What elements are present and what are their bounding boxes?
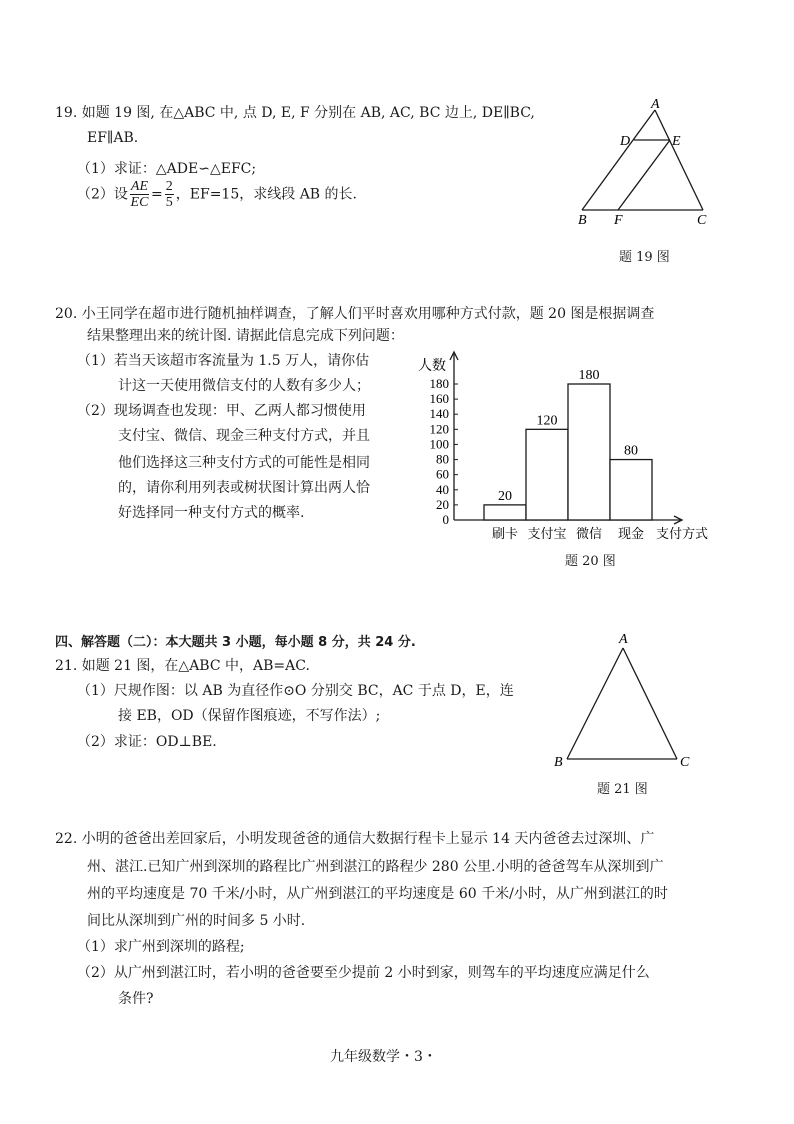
q19-part2-prefix: （2）设: [77, 186, 128, 203]
bar-4: [610, 460, 652, 520]
q22-part2-b: 条件?: [118, 991, 154, 1007]
q19-label-d: D: [620, 134, 631, 149]
q20-part2-d: 的，请你利用列表或树状图计算出两人恰: [118, 480, 370, 496]
q20-part1-b: 计这一天使用微信支付的人数有多少人；: [118, 378, 370, 394]
bar-data-label: 20: [498, 488, 512, 504]
y-tick-label: 100: [429, 436, 449, 452]
bar-data-label: 120: [536, 413, 558, 429]
q19-line2: EF∥AB.: [87, 130, 139, 146]
q21-line1: 21. 如题 21 图，在△ABC 中，AB=AC.: [55, 658, 310, 674]
q19-triangle-figure: [570, 98, 720, 228]
y-tick-label: 0: [442, 512, 449, 527]
q19-part1: （1）求证：△ADE∽△EFC;: [77, 161, 257, 177]
q21-side-ab: [567, 648, 623, 759]
q19-side-ac: [655, 110, 703, 210]
y-tick-label: 120: [429, 421, 449, 437]
q20-line1: 20. 小王同学在超市进行随机抽样调查，了解人们平时喜欢用哪种方式付款，题 20 图是根据调查: [55, 306, 655, 322]
y-tick-label: 80: [436, 451, 449, 467]
q19-frac-2-5: [165, 179, 174, 210]
q21-part1-b: 接 EB，OD（保留作图痕迹，不写作法）;: [118, 708, 381, 724]
q19-line1: 19. 如题 19 图, 在△ABC 中, 点 D, E, F 分别在 AB, AC, BC 边上, DE∥BC,: [55, 105, 535, 121]
bar-2: [526, 429, 568, 520]
bar-data-label: 180: [578, 368, 600, 383]
q19-label-c: C: [697, 213, 707, 228]
y-tick-label: 180: [429, 376, 449, 391]
q21-triangle-figure: [550, 628, 700, 773]
q19-frac-ae-ec: [130, 179, 149, 210]
y-axis-title: 人数: [418, 358, 446, 374]
q19-side-ab: [582, 110, 655, 210]
q20-line2: 结果整理出来的统计图. 请据此信息完成下列问题：: [87, 328, 404, 344]
q21-part2: （2）求证：OD⊥BE.: [77, 734, 217, 750]
q20-part2-c: 他们选择这三种支付方式的可能性是相同: [118, 455, 370, 471]
q19-part2: [77, 179, 357, 210]
page-footer: 九年级数学・3・: [330, 1049, 437, 1065]
frac2-denominator: 5: [165, 195, 173, 210]
bar-3: [568, 384, 610, 520]
q21-caption: 题 21 图: [597, 782, 648, 797]
q19-label-a: A: [651, 98, 660, 112]
q20-part1-a: （1）若当天该超市客流量为 1.5 万人，请你估: [77, 353, 370, 369]
category-label: 刷卡: [491, 527, 519, 542]
y-tick-label: 20: [436, 496, 449, 512]
q21-label-b: B: [554, 755, 563, 770]
bar-data-label: 80: [624, 443, 638, 459]
q19-caption: 题 19 图: [619, 250, 670, 265]
q19-equals: =: [151, 186, 163, 203]
q20-part2-e: 好选择同一种支付方式的概率.: [118, 505, 305, 521]
q22-line2: 州、湛江.已知广州到深圳的路程比广州到湛江的路程少 280 公里.小明的爸爸驾车从深圳到广: [87, 859, 664, 875]
bar-1: [484, 505, 526, 520]
q20-part2-b: 支付宝、微信、现金三种支付方式，并且: [118, 428, 370, 444]
y-tick-label: 40: [436, 481, 449, 497]
q21-part1-a: （1）尺规作图：以 AB 为直径作⊙O 分别交 BC，AC 于点 D，E，连: [77, 683, 514, 699]
section4-heading: 四、解答题（二）：本大题共 3 小题，每小题 8 分，共 24 分.: [55, 635, 416, 650]
category-label: 微信: [575, 527, 603, 542]
y-tick-label: 160: [429, 391, 449, 407]
q19-label-f: F: [614, 213, 623, 228]
category-label: 支付宝: [527, 527, 567, 542]
q19-label-e: E: [672, 134, 681, 149]
q19-label-b: B: [578, 213, 587, 228]
y-tick-label: 60: [436, 466, 449, 482]
q20-part2-a: （2）现场调查也发现：甲、乙两人都习惯使用: [77, 403, 366, 419]
q19-part2-suffix: ，EF=15，求线段 AB 的长.: [175, 186, 357, 203]
frac1-numerator: AE: [130, 179, 149, 194]
q22-part1: （1）求广州到深圳的路程;: [77, 939, 245, 955]
q20-bar-chart: [410, 348, 730, 548]
q22-part2-a: （2）从广州到湛江时，若小明的爸爸要至少提前 2 小时到家，则驾车的平均速度应满足什么: [77, 965, 650, 981]
category-label: 现金: [617, 527, 645, 542]
q22-line4: 间比从深圳到广州的时间多 5 小时.: [87, 913, 306, 929]
y-tick-label: 140: [429, 406, 449, 422]
q21-side-ac: [623, 648, 677, 759]
x-axis-title: 支付方式: [656, 527, 709, 542]
q22-line3: 州的平均速度是 70 千米/小时，从广州到湛江的平均速度是 60 千米/小时，从广州到湛江的时: [87, 886, 668, 902]
q21-label-a: A: [619, 632, 628, 647]
q22-line1: 22. 小明的爸爸出差回家后，小明发现爸爸的通信大数据行程卡上显示 14 天内爸爸去过深圳、广: [55, 831, 655, 847]
q21-label-c: C: [680, 755, 690, 770]
q20-caption: 题 20 图: [565, 554, 616, 569]
frac2-numerator: 2: [165, 179, 173, 194]
frac1-denominator: EC: [130, 195, 149, 210]
